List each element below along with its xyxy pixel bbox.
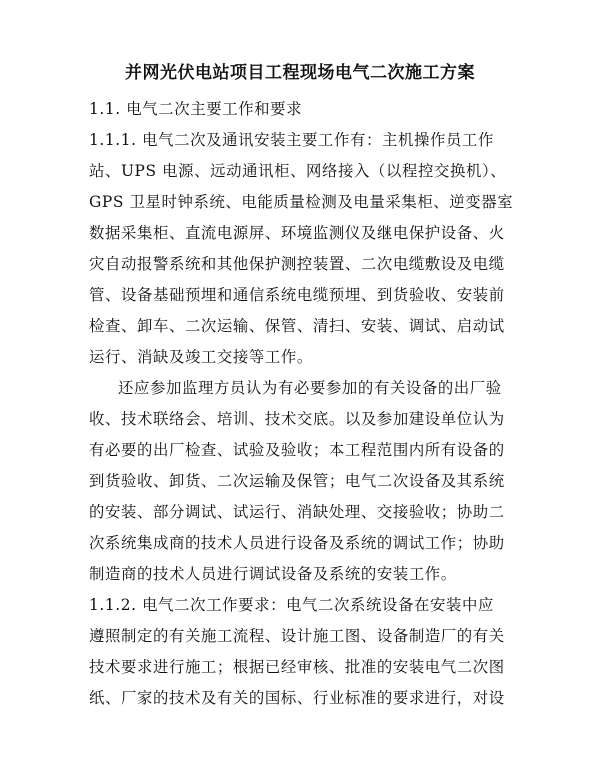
paragraph-line: 次系统集成商的技术人员进行设备及系统的调试工作；协助 — [89, 534, 505, 552]
paragraph-line: 检查、卸车、二次运输、保管、清扫、安装、调试、启动试 — [89, 317, 505, 335]
paragraph-line: 数据采集柜、直流电源屏、环境监测仪及继电保护设备、火 — [89, 224, 505, 242]
paragraph-line: 到货验收、卸货、二次运输及保管；电气二次设备及其系统 — [89, 472, 505, 490]
paragraph-line: 管、设备基础预埋和通信系统电缆预埋、到货验收、安装前 — [89, 286, 505, 304]
paragraph-line: 收、技术联络会、培训、技术交底。以及参加建设单位认为 — [89, 410, 505, 428]
paragraph-line: GPS 卫星时钟系统、电能质量检测及电量采集柜、逆变器室 — [89, 193, 514, 211]
paragraph-line: 技术要求进行施工；根据已经审核、批准的安装电气二次图 — [89, 658, 505, 676]
paragraph-line: 的安装、部分调试、试运行、消缺处理、交接验收；协助二 — [89, 503, 505, 521]
document-title: 并网光伏电站项目工程现场电气二次施工方案 — [125, 63, 475, 83]
paragraph-line: 有必要的出厂检查、试验及验收；本工程范围内所有设备的 — [89, 441, 505, 459]
paragraph-line: 纸、厂家的技术及有关的国标、行业标准的要求进行，对设 — [89, 689, 505, 707]
paragraph-line: 1.1.2. 电气二次工作要求：电气二次系统设备在安装中应 — [89, 596, 494, 614]
paragraph-line: 还应参加监理方员认为有必要参加的有关设备的出厂验 — [118, 379, 502, 397]
section-heading-1-1: 1.1. 电气二次主要工作和要求 — [89, 100, 303, 118]
paragraph-line: 站、UPS 电源、远动通讯柜、网络接入（以程控交换机）、 — [89, 162, 507, 180]
paragraph-line: 运行、消缺及竣工交接等工作。 — [89, 348, 313, 366]
paragraph-line: 1.1.1. 电气二次及通讯安装主要工作有：主机操作员工作 — [89, 131, 494, 149]
paragraph-line: 制造商的技术人员进行调试设备及系统的安装工作。 — [89, 565, 457, 583]
paragraph-line: 遵照制定的有关施工流程、设计施工图、设备制造厂的有关 — [89, 627, 505, 645]
paragraph-line: 灾自动报警系统和其他保护测控装置、二次电缆敷设及电缆 — [89, 255, 505, 273]
